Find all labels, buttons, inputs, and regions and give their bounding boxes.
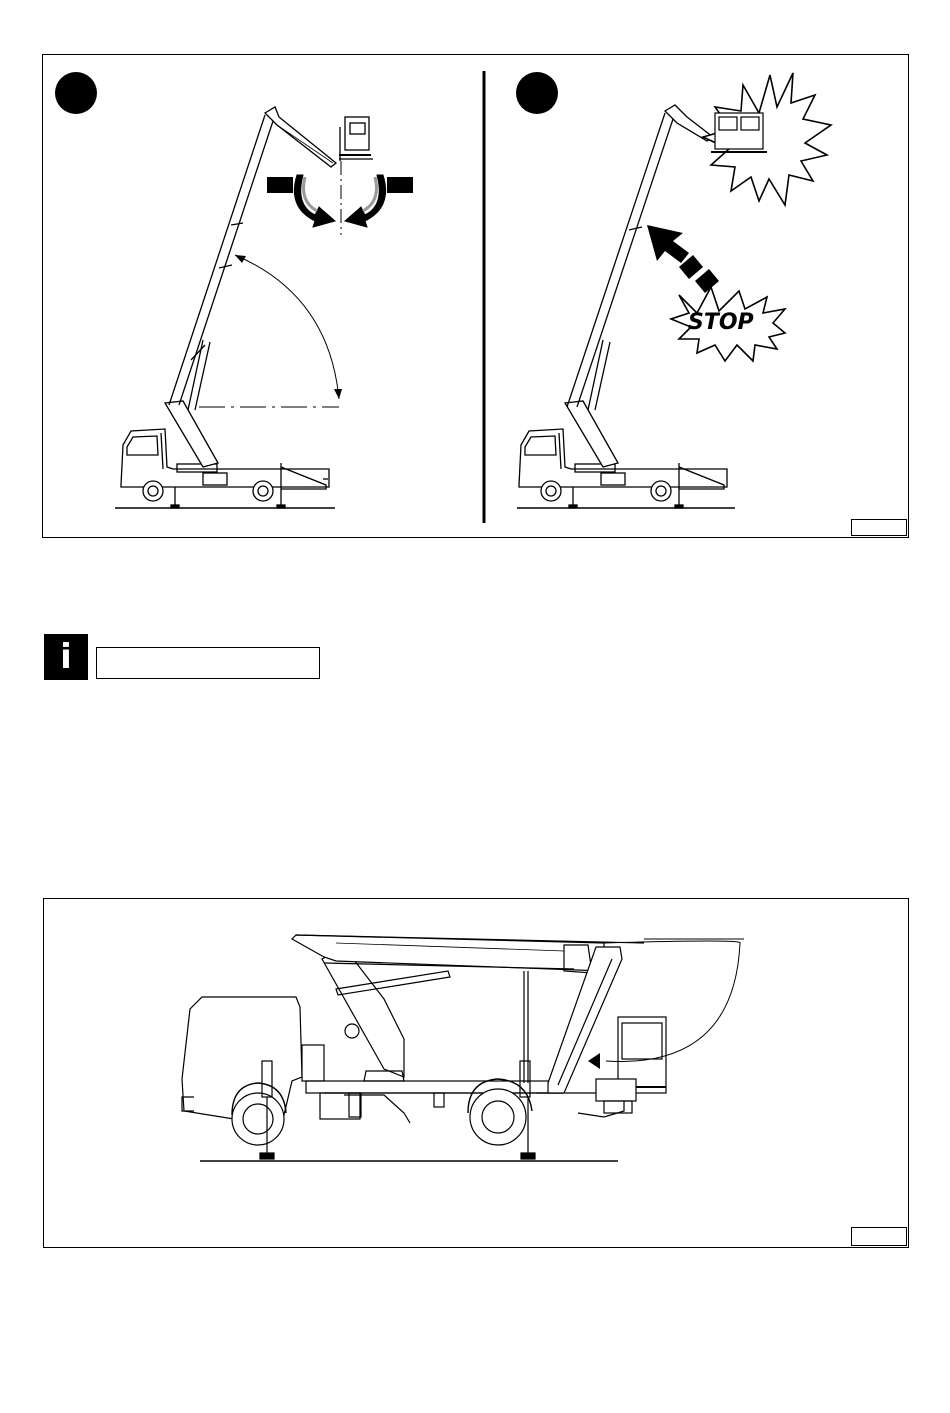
jib-and-basket (548, 947, 666, 1113)
motion-arrow (647, 225, 719, 293)
right-panel (516, 72, 831, 508)
step-marker-1 (55, 72, 97, 114)
turret-arm (322, 947, 404, 1077)
info-box (96, 647, 320, 679)
stop-label: STOP (688, 310, 754, 335)
info-icon: i (44, 634, 88, 680)
platform-basket-right (711, 113, 767, 152)
marker-block-left (267, 177, 293, 193)
rotation-arrows (294, 175, 385, 227)
boom-left (165, 107, 373, 467)
figure-bottom-tag (851, 1227, 907, 1246)
boom-right (565, 105, 713, 467)
arc-arrowhead-bottom (334, 389, 342, 399)
turret-pivot (345, 1024, 359, 1038)
figure-top-tag (851, 519, 907, 536)
marker-block-right (387, 177, 413, 193)
step-marker-2 (516, 72, 558, 114)
figure-bottom-drawing (44, 899, 910, 1249)
stowage-arrowhead (588, 1053, 600, 1069)
figure-top-drawing (43, 55, 910, 539)
left-panel (55, 72, 413, 508)
truck-right (519, 429, 727, 508)
angle-arc (235, 255, 339, 399)
wheels-bottom (232, 1079, 532, 1145)
figure-top-frame (42, 54, 909, 538)
truck-left (121, 429, 329, 508)
figure-bottom-frame (43, 898, 909, 1248)
